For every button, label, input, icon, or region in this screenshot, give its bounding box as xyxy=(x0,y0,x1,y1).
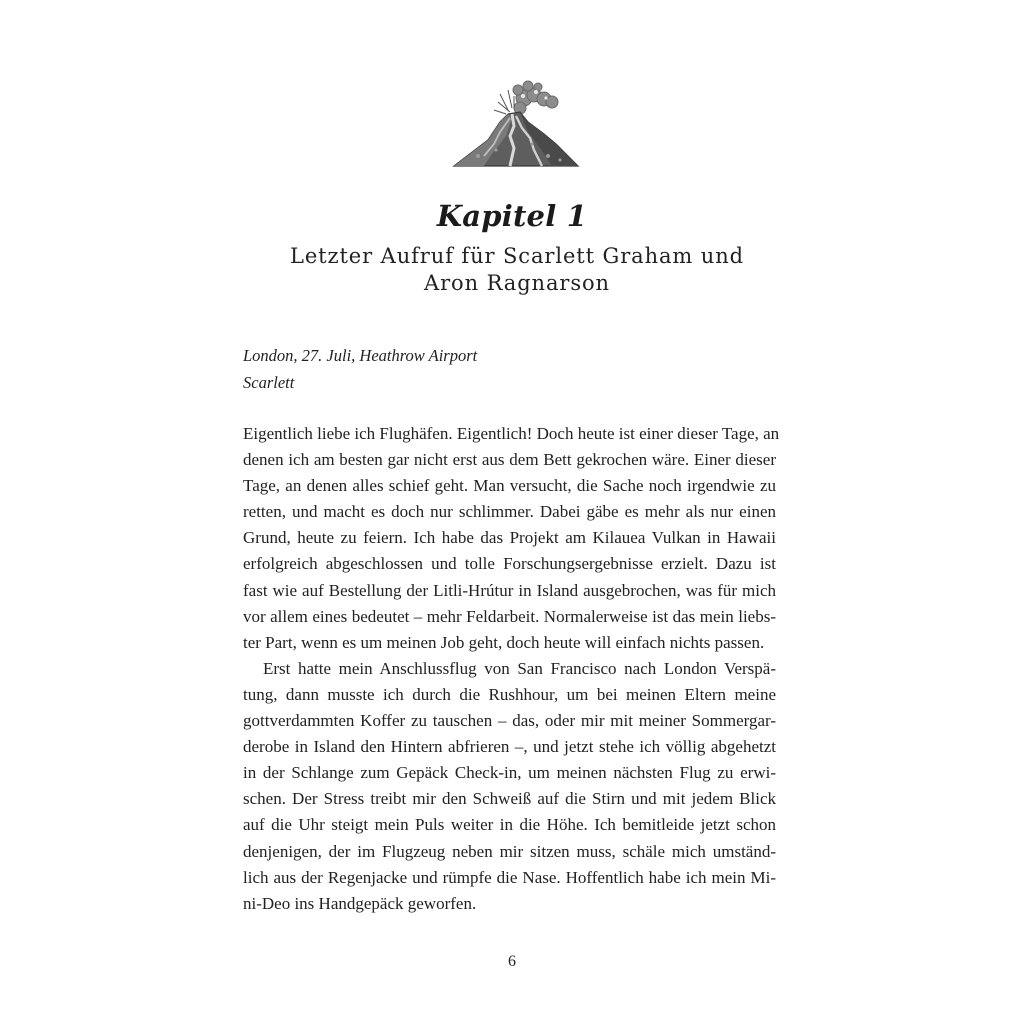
body-text xyxy=(243,421,780,917)
volcano-icon xyxy=(448,78,582,170)
text-line: denen ich am besten gar nicht erst aus dem Bett gekrochen wäre. Einer dieser xyxy=(243,450,776,470)
text-line: retten, und macht es doch nur schlimmer. Dabei gäbe es mehr als nur einen xyxy=(243,502,776,522)
text-line: fast wie auf Bestellung der Litli-Hrútur in Island ausgebrochen, was für mich xyxy=(243,580,776,600)
text-line: Eigentlich liebe ich Flughäfen. Eigentlich! Doch heute ist einer dieser Tage, an xyxy=(243,424,780,443)
text-line: vor allem eines bedeutet – mehr Feldarbeit. Normalerweise ist das mein liebs- xyxy=(243,606,776,626)
text-line: auf die Uhr steigt mein Puls weiter in die Höhe. Ich bemitleide jetzt schon xyxy=(243,815,776,835)
text-line: tung, dann musste ich durch die Rushhour, um bei meinen Eltern meine xyxy=(243,684,776,704)
text-line: in der Schlange zum Gepäck Check-in, um meinen nächsten Flug zu erwi- xyxy=(243,763,776,783)
text-line: lich aus der Regenjacke und rümpfe die Nase. Hoffentlich habe ich mein Mi- xyxy=(243,867,776,887)
chapter-title: Kapitel 1 xyxy=(436,199,588,233)
paragraph-2 xyxy=(243,656,776,917)
dateline xyxy=(243,342,783,396)
text-line: Grund, heute zu feiern. Ich habe das Projekt am Kilauea Vulkan in Hawaii xyxy=(243,528,776,548)
smoke-plume xyxy=(513,81,558,114)
text-line: erfolgreich abgeschlossen und tolle Forschungsergebnisse erzielt. Dazu ist xyxy=(243,554,776,574)
chapter-subtitle: Letzter Aufruf für Scarlett Graham und Aron Ragnarson xyxy=(289,244,744,295)
text-line: gottverdammten Koffer zu tauschen – das, oder mir mit meiner Sommergar- xyxy=(243,711,776,731)
text-line: ni-Deo ins Handgepäck geworfen. xyxy=(243,893,477,913)
text-line: denjenigen, der im Flugzeug neben mir sitzen muss, schäle mich umständ- xyxy=(243,841,776,861)
paragraph-1 xyxy=(243,421,780,656)
text-line: Erst hatte mein Anschlussflug von San Francisco nach London Verspä- xyxy=(263,658,776,678)
text-line: derobe in Island den Hintern abfrieren –, und jetzt stehe ich völlig abgehetzt xyxy=(243,737,776,757)
narrator-name: Scarlett xyxy=(243,373,295,392)
page-number: 6 xyxy=(508,953,516,970)
text-line: ter Part, wenn es um meinen Job geht, doch heute will einfach nichts passen. xyxy=(243,632,765,652)
place-date: London, 27. Juli, Heathrow Airport xyxy=(243,346,478,365)
text-line: Tage, an denen alles schief geht. Man versucht, die Sache noch irgendwie zu xyxy=(243,476,776,496)
text-line: schen. Der Stress treibt mir den Schweiß auf die Stirn und mit jedem Blick xyxy=(243,789,776,809)
